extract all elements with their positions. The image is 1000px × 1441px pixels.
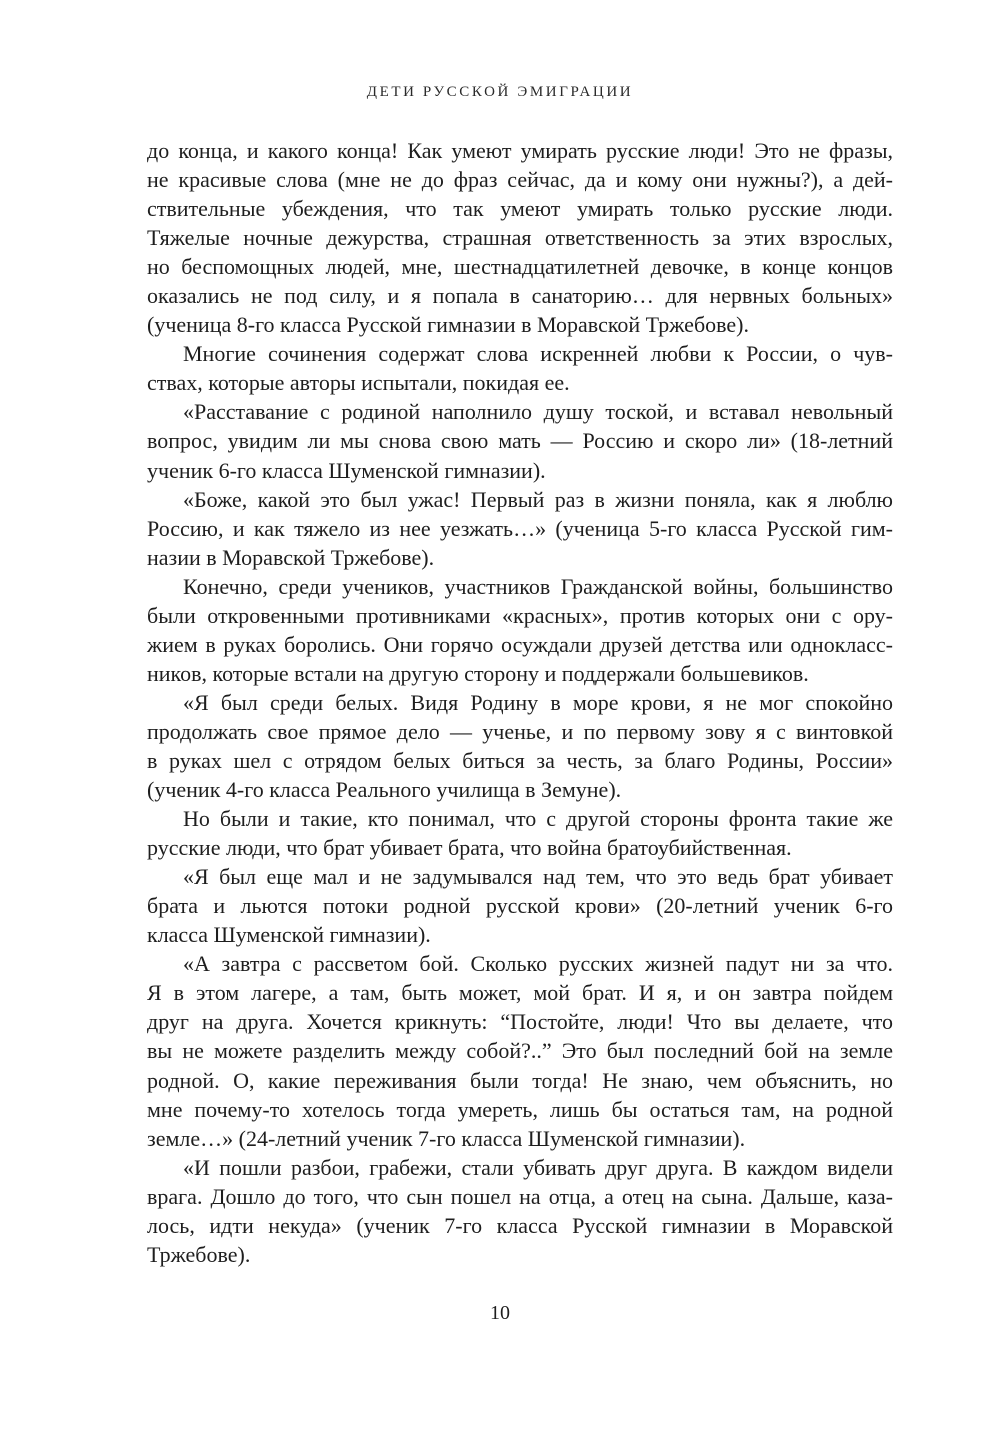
text-line: земле…» (24-летний ученик 7-го класса Шуменской гимназии). — [147, 1125, 746, 1151]
text-line: ствах, которые авторы испытали, покидая ее. — [147, 370, 570, 396]
text-line: врага. Дошло до того, что сын пошел на отца, а отец на сына. Дальше, каза- — [147, 1183, 893, 1209]
text-line: были откровенными противниками «красных», против которых они с ору- — [147, 602, 893, 628]
text-line: оказались не под силу, и я попала в санаторию… для нервных больных» — [147, 283, 893, 309]
text-line: русские люди, что брат убивает брата, что война братоубийственная. — [147, 835, 792, 861]
text-line: (ученица 8-го класса Русской гимназии в Моравской Тржебове). — [147, 312, 749, 338]
text-line: родной. О, какие переживания были тогда! Не знаю, чем объяснить, но — [147, 1067, 893, 1093]
text-line: класса Шуменской гимназии). — [147, 922, 431, 948]
text-line: мне почему-то хотелось тогда умереть, лишь бы остаться там, на родной — [147, 1096, 893, 1122]
text-line: Многие сочинения содержат слова искренней любви к России, о чув- — [183, 341, 893, 367]
text-line: Я в этом лагере, а там, быть может, мой брат. И я, и он завтра пойдем — [147, 980, 893, 1006]
text-line: «Я был среди белых. Видя Родину в море крови, я не мог спокойно — [183, 689, 893, 715]
text-line: Россию, и как тяжело из нее уезжать…» (ученица 5-го класса Русской гим- — [147, 515, 893, 541]
text-line: «Расставание с родиной наполнило душу тоской, и вставал невольный — [183, 399, 893, 425]
text-line: лось, идти некуда» (ученик 7-го класса Русской гимназии в Моравской — [147, 1212, 893, 1238]
text-line: (ученик 4-го класса Реального училища в Земуне). — [147, 777, 622, 803]
text-line: «Боже, какой это был ужас! Первый раз в жизни поняла, как я люблю — [183, 486, 893, 512]
text-line: вы не можете разделить между собой?..” Это был последний бой на земле — [147, 1038, 893, 1064]
text-line: продолжать свое прямое дело — ученье, и по первому зову я с винтовкой — [147, 718, 893, 744]
text-line: «И пошли разбои, грабежи, стали убивать друг друга. В каждом видели — [183, 1154, 893, 1180]
text-line: ствительные убеждения, что так умеют умирать только русские люди. — [147, 196, 893, 222]
text-line: до конца, и какого конца! Как умеют умирать русские люди! Это не фразы, — [147, 138, 893, 163]
text-line: не красивые слова (мне не до фраз сейчас, да и кому они нужны?), а дей- — [147, 167, 893, 193]
text-line: брата и льются потоки родной русской крови» (20-летний ученик 6-го — [147, 893, 893, 919]
text-line: друг на друга. Хочется крикнуть: “Постойте, люди! Что вы делаете, что — [147, 1009, 893, 1035]
text-line: Но были и такие, кто понимал, что с другой стороны фронта такие же — [183, 806, 893, 832]
text-line: но беспомощных людей, мне, шестнадцатилетней девочке, в конце концов — [147, 254, 893, 280]
text-line: ученик 6-го класса Шуменской гимназии). — [147, 457, 546, 483]
text-line: назии в Моравской Тржебове). — [147, 544, 435, 570]
text-line: ников, которые встали на другую сторону и поддержали большевиков. — [147, 660, 809, 686]
text-line: жием в руках боролись. Они горячо осуждали друзей детства или однокласс- — [147, 631, 893, 657]
text-line: «Я был еще мал и не задумывался над тем, что это ведь брат убивает — [183, 864, 893, 890]
text-line: «А завтра с рассветом бой. Сколько русских жизней падут ни за что. — [183, 951, 893, 977]
running-head: ДЕТИ РУССКОЙ ЭМИГРАЦИИ — [366, 84, 634, 100]
text-line: Конечно, среди учеников, участников Гражданской войны, большинство — [183, 573, 893, 599]
text-line: Тржебове). — [147, 1241, 251, 1267]
page-number: 10 — [490, 1302, 510, 1324]
text-line: Тяжелые ночные дежурства, страшная ответственность за этих взрослых, — [147, 225, 893, 251]
text-line: в руках шел с отрядом белых биться за честь, за благо Родины, России» — [147, 747, 893, 773]
body-text — [147, 136, 893, 1269]
text-line: вопрос, увидим ли мы снова свою мать — Россию и скоро ли» (18-летний — [147, 428, 893, 454]
